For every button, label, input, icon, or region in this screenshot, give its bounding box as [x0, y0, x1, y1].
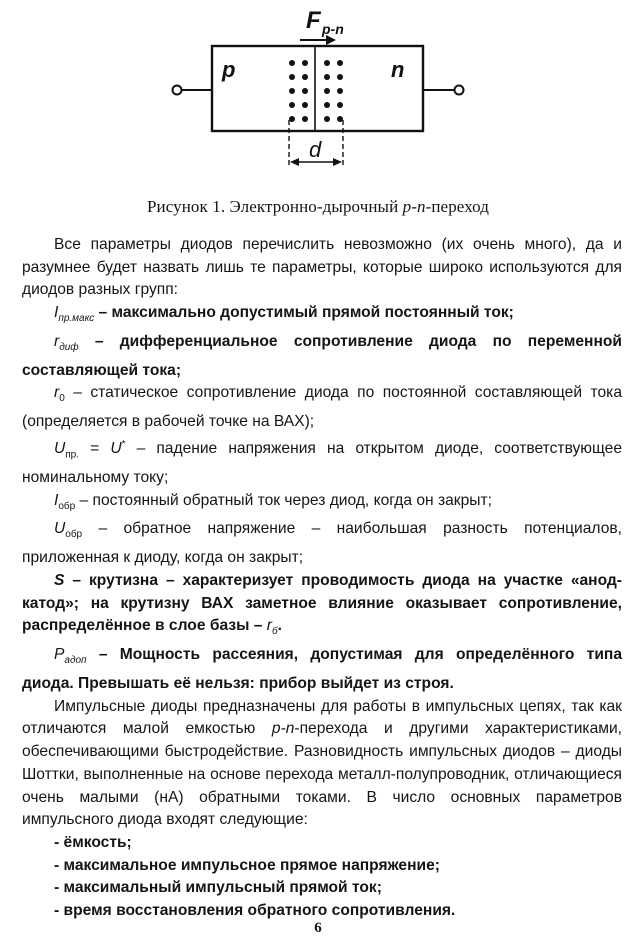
param-i-pr-max: $I_{пр.макс}$ – максимально допустимый прямой постоянный ток; [54, 304, 514, 325]
param-u-pr: $U_{пр.} = U^*$ – падение напряжения на открытом диоде, соответствующее номинальному току; [22, 438, 623, 486]
intro-paragraph: Все параметры диодов перечислить невозможно (их очень много), да и разумнее будет назвать лишь те параметры, которые широко используются для диодов разных групп: [22, 236, 622, 299]
left-terminal [173, 86, 182, 95]
param-p-adop: $P_{адоп}$ – Мощность рассеяния, допустимая для определённого типа диода. Превышать её нельзя: прибор выйдет из строя. [22, 646, 622, 693]
list-item: - ёмкость; [54, 833, 132, 851]
right-terminal [455, 86, 464, 95]
param-s: S – крутизна – характеризует проводимость диода на участке «анод-катод»; на крутизну ВАХ заметное влияние оказывает сопротивление, распределённое в слое базы – $r_б$. [22, 571, 622, 638]
param-r0: $r_0$ – статическое сопротивление диода по постоянной составляющей тока (определяется в рабочей точке на ВАХ); [22, 384, 622, 431]
param-i-obr: $I_{обр}$ – постоянный обратный ток через диод, когда он закрыт; [54, 491, 492, 512]
list-item: - время восстановления обратного сопротивления. [54, 902, 456, 920]
param-r-dif: $r_{диф}$ – дифференциальное сопротивление диода по переменной составляющей тока; [22, 332, 622, 379]
body-text [22, 234, 622, 923]
page-number: 6 [314, 920, 322, 936]
force-subscript: p-n [322, 21, 344, 37]
pn-junction-figure [160, 2, 480, 170]
pn-junction-diagram [160, 2, 480, 170]
width-label: d [309, 137, 322, 162]
param-u-obr: $U_{обр}$ – обратное напряжение – наибольшая разность потенциалов, приложенная к диоду, когда он закрыт; [22, 520, 622, 567]
caption-prefix: Рисунок 1. Электронно-дырочный [146, 197, 403, 216]
impulse-paragraph: Импульсные диоды предназначены для работы в импульсных цепях, так как отличаются малой емкостью p-n-перехода и другими характеристиками, обеспечивающими быстродействие. Разновидность импульсных диодов – диоды Шоттки, выполненные на основе перехода металл-полупроводник, отличающиеся очень малыми (нА) обратными токами. В число основных параметров импульсного диода входят следующие: [22, 697, 622, 829]
caption-suffix: -переход [425, 197, 490, 216]
dimension-arrow-left-head [290, 158, 299, 166]
p-region-label: p [222, 57, 236, 82]
n-region-label: n [391, 57, 405, 82]
caption-pn: p-n [402, 197, 426, 216]
list-item: - максимальное импульсное прямое напряжение; [54, 856, 440, 874]
figure-caption [0, 197, 636, 217]
dimension-arrow-right-head [333, 158, 342, 166]
list-item: - максимальный импульсный прямой ток; [54, 879, 382, 897]
force-label: F [306, 7, 321, 34]
